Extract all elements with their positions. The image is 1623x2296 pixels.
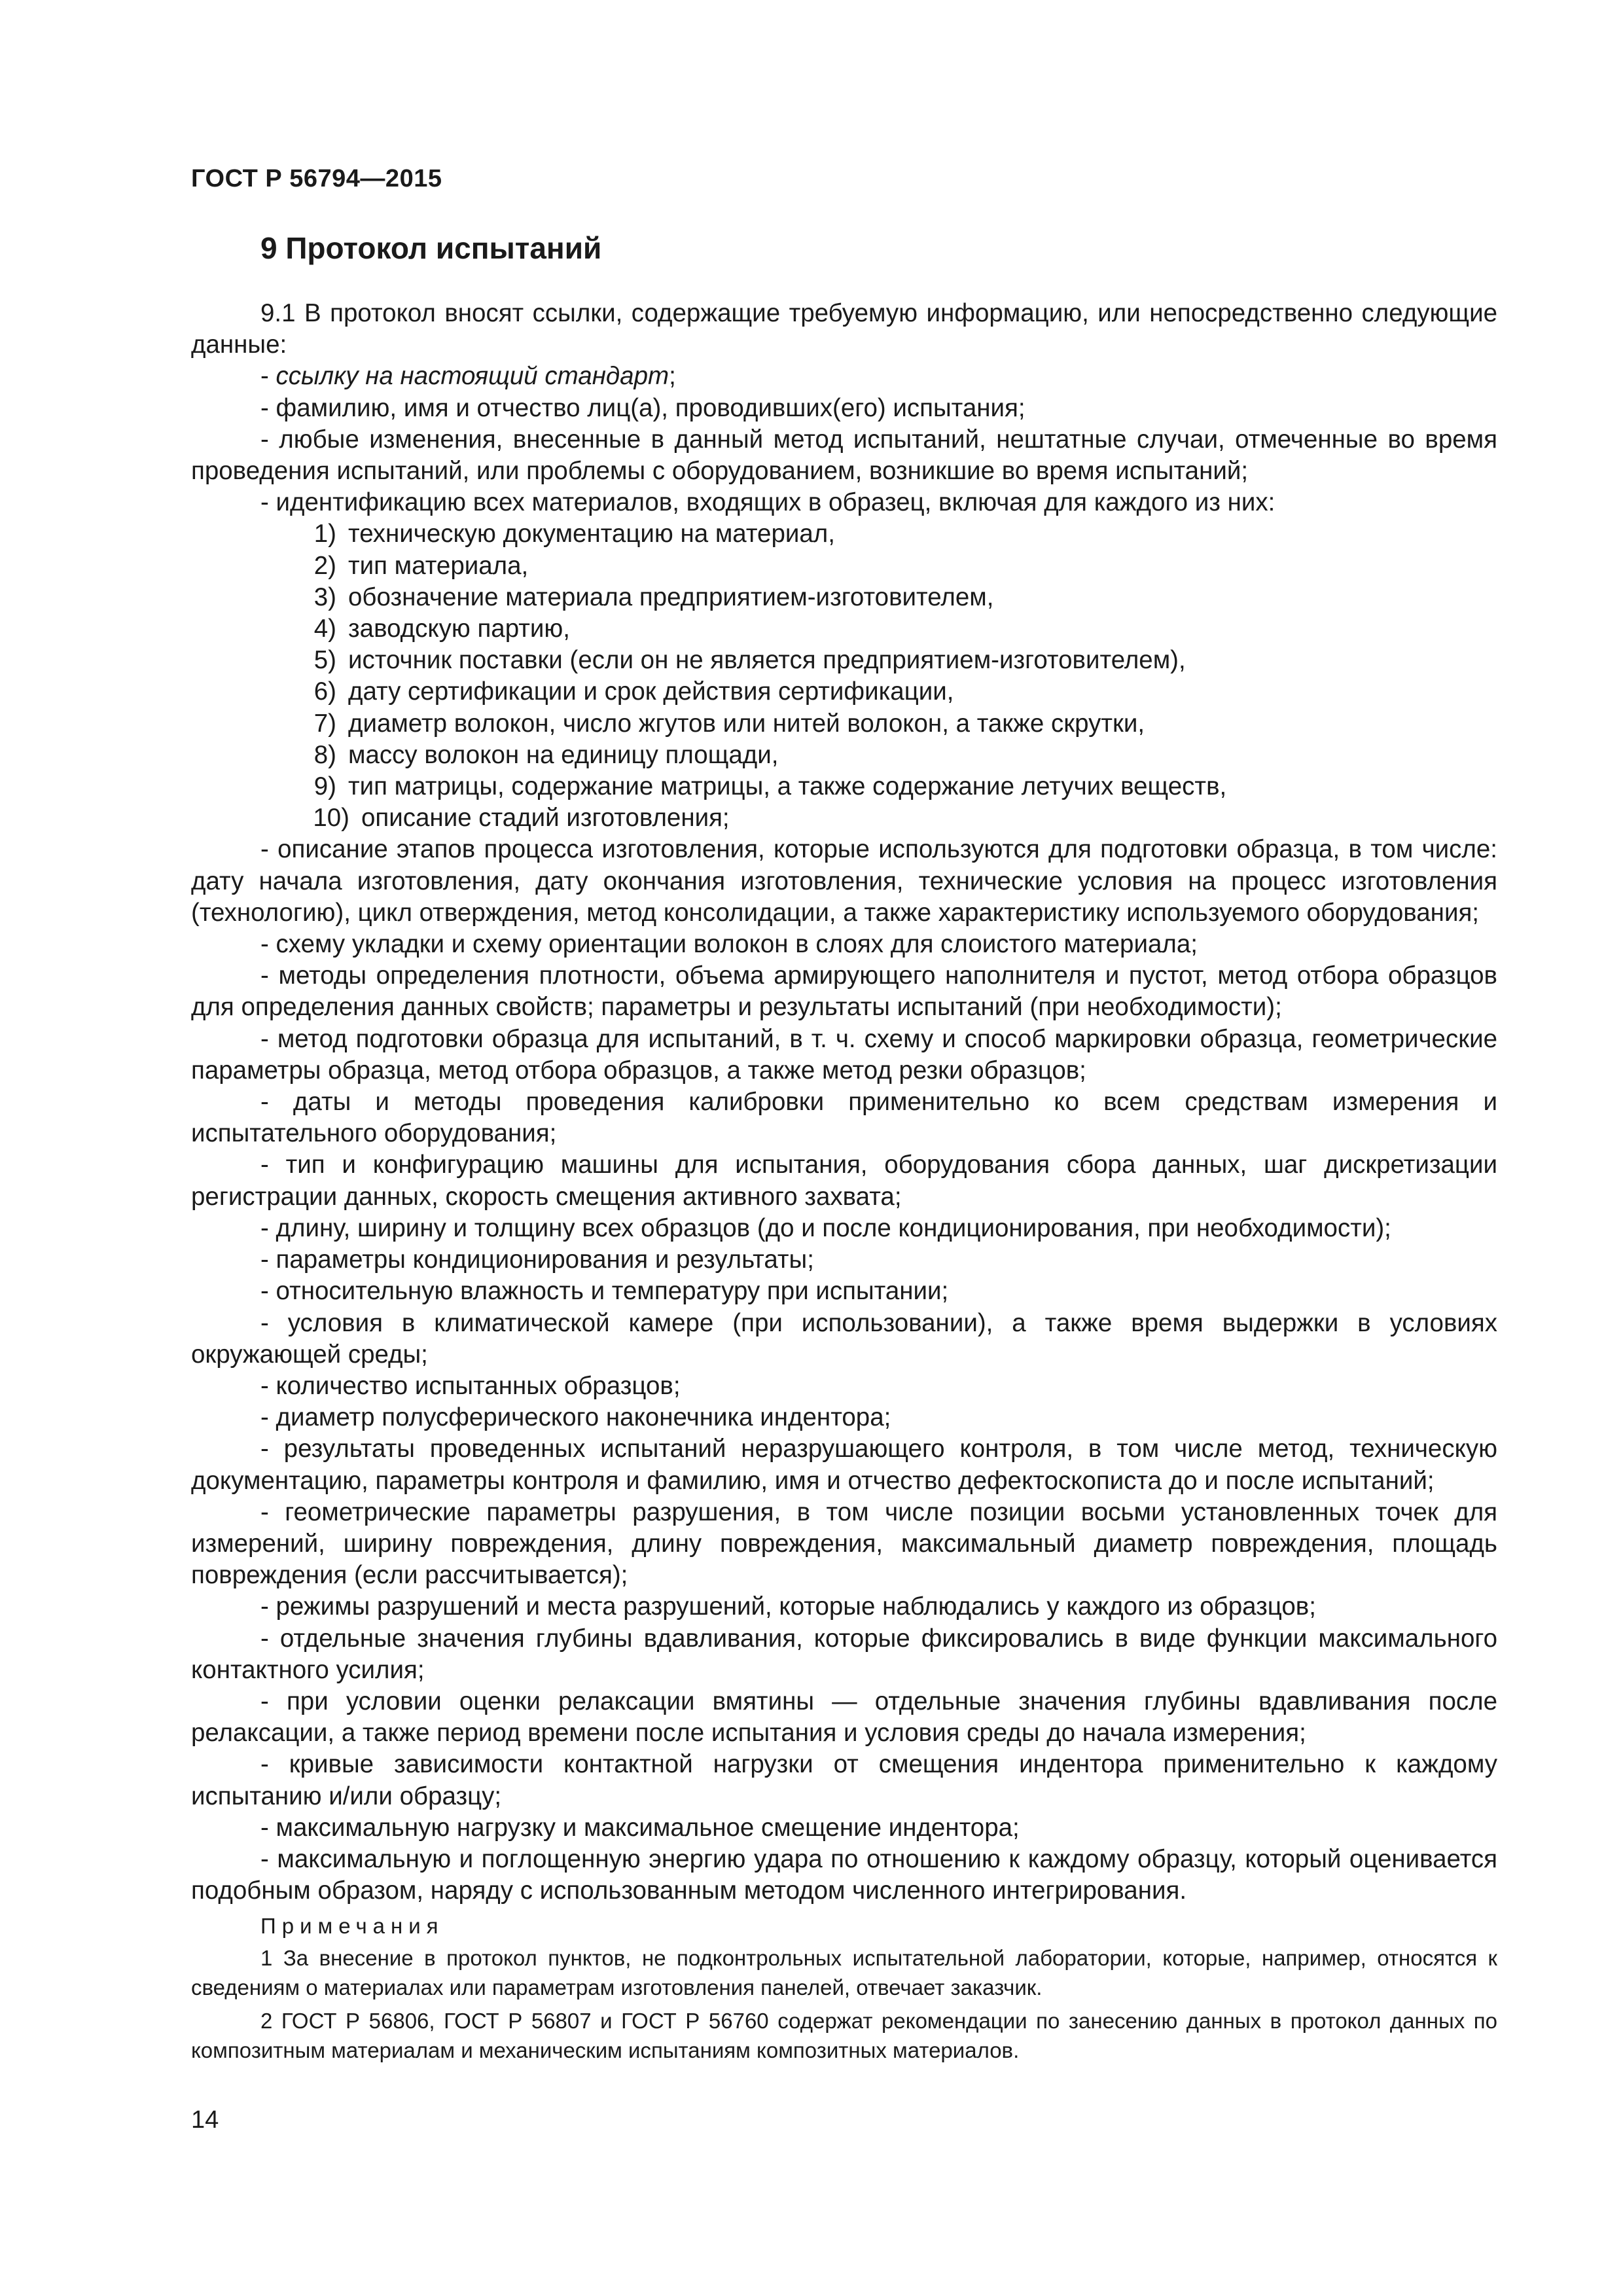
list-item: - описание этапов процесса изготовления, которые используются для подготовки образца, в том числе: дату начала изготовления, дату окончания изготовления, технические условия на процесс изготовления (технологию), цикл отверждения, метод консолидации, а также характеристику используемого оборудования; xyxy=(191,835,1497,927)
notes-block xyxy=(191,1911,1497,2069)
list-item: - кривые зависимости контактной нагрузки от смещения индентора применительно к каждому испытанию и/или образцу; xyxy=(191,1750,1497,1810)
numbered-item: 4) заводскую партию, xyxy=(313,615,570,643)
list-item: - идентификацию всех материалов, входящих в образец, включая для каждого из них: xyxy=(260,488,1275,517)
notes-title: Примечания xyxy=(260,1914,444,1938)
list-item: - режимы разрушений и места разрушений, которые наблюдались у каждого из образцов; xyxy=(260,1592,1316,1621)
list-item: - количество испытанных образцов; xyxy=(260,1371,681,1400)
list-item: - при условии оценки релаксации вмятины — отдельные значения глубины вдавливания после релаксации, а также период времени после испытания и условия среды до начала измерения; xyxy=(191,1687,1497,1748)
list-item: - геометрические параметры разрушения, в том числе позиции восьми установленных точек для измерений, ширину повреждения, длину повреждения, максимальный диаметр повреждения, площадь повреждения (если рассчитывается); xyxy=(191,1498,1497,1590)
list-item: - отдельные значения глубины вдавливания, которые фиксировались в виде функции максимального контактного усилия; xyxy=(191,1624,1497,1684)
numbered-item: 7) диаметр волокон, число жгутов или нитей волокон, а также скрутки, xyxy=(313,709,1145,738)
note-item: 2 ГОСТ Р 56806, ГОСТ Р 56807 и ГОСТ Р 56760 содержат рекомендации по занесению данных в протокол данных по композитным материалам и механическим испытаниям композитных материалов. xyxy=(191,2009,1497,2062)
list-item: - условия в климатической камере (при использовании), а также время выдержки в условиях окружающей среды; xyxy=(191,1308,1497,1369)
numbered-item: 1) техническую документацию на материал, xyxy=(313,520,835,548)
note-item: 1 За внесение в протокол пунктов, не подконтрольных испытательной лаборатории, которые, например, относятся к сведениям о материалах или параметрам изготовления панелей, отвечает заказчик. xyxy=(191,1946,1497,2000)
list-item: - максимальную нагрузку и максимальное смещение индентора; xyxy=(260,1813,1020,1842)
numbered-item: 6) дату сертификации и срок действия сертификации, xyxy=(313,677,954,706)
list-item: - максимальную и поглощенную энергию удара по отношению к каждому образцу, который оценивается подобным образом, наряду с использованным методом численного интегрирования. xyxy=(191,1844,1497,1905)
numbered-item: 5) источник поставки (если он не является предприятием-изготовителем), xyxy=(313,646,1186,675)
list-item: - методы определения плотности, объема армирующего наполнителя и пустот, метод отбора образцов для определения данных свойств; параметры и результаты испытаний (при необходимости); xyxy=(191,961,1497,1022)
list-item: - относительную влажность и температуру при испытании; xyxy=(260,1277,949,1306)
list-item: - диаметр полусферического наконечника индентора; xyxy=(260,1403,891,1432)
section-title: 9 Протокол испытаний xyxy=(260,231,602,265)
numbered-item: 9) тип матрицы, содержание матрицы, а также содержание летучих веществ, xyxy=(313,772,1227,801)
list-item: - тип и конфигурацию машины для испытания, оборудования сбора данных, шаг дискретизации регистрации данных, скорость смещения активного захвата; xyxy=(191,1151,1497,1211)
list-item: - метод подготовки образца для испытаний, в т. ч. схему и способ маркировки образца, геометрические параметры образца, метод отбора образцов, а также метод резки образцов; xyxy=(191,1024,1497,1085)
list-item: - даты и методы проведения калибровки применительно ко всем средствам измерения и испытательного оборудования; xyxy=(191,1088,1497,1148)
list-item: - фамилию, имя и отчество лиц(а), проводивших(его) испытания; xyxy=(260,393,1026,422)
italic-reference: ссылку на настоящий стандарт xyxy=(276,362,669,391)
list-item: - любые изменения, внесенные в данный метод испытаний, нештатные случаи, отмеченные во время проведения испытаний, или проблемы с оборудованием, возникшие во время испытаний; xyxy=(191,425,1497,486)
list-item: - длину, ширину и толщину всех образцов (до и после кондиционирования, при необходимости); xyxy=(260,1213,1391,1242)
list-item: - результаты проведенных испытаний неразрушающего контроля, в том числе метод, техническую документацию, параметры контроля и фамилию, имя и отчество дефектоскописта до и после испытаний; xyxy=(191,1435,1497,1495)
numbered-item: 8) массу волокон на единицу площади, xyxy=(313,740,779,769)
page-number: 14 xyxy=(191,2106,219,2134)
numbered-item: 3) обозначение материала предприятием-изготовителем, xyxy=(313,583,994,611)
document-code: ГОСТ Р 56794—2015 xyxy=(191,165,442,192)
section-body xyxy=(191,298,1497,1907)
numbered-item: 2) тип материала, xyxy=(313,551,529,580)
numbered-item: 10) описание стадий изготовления; xyxy=(313,804,730,833)
list-item: - параметры кондиционирования и результаты; xyxy=(260,1246,814,1274)
list-item: - ссылку на настоящий стандарт; xyxy=(260,362,676,391)
intro-paragraph: 9.1 В протокол вносят ссылки, содержащие требуемую информацию, или непосредственно следующие данные: xyxy=(191,299,1497,359)
list-item: - схему укладки и схему ориентации волокон в слоях для слоистого материала; xyxy=(260,930,1198,959)
